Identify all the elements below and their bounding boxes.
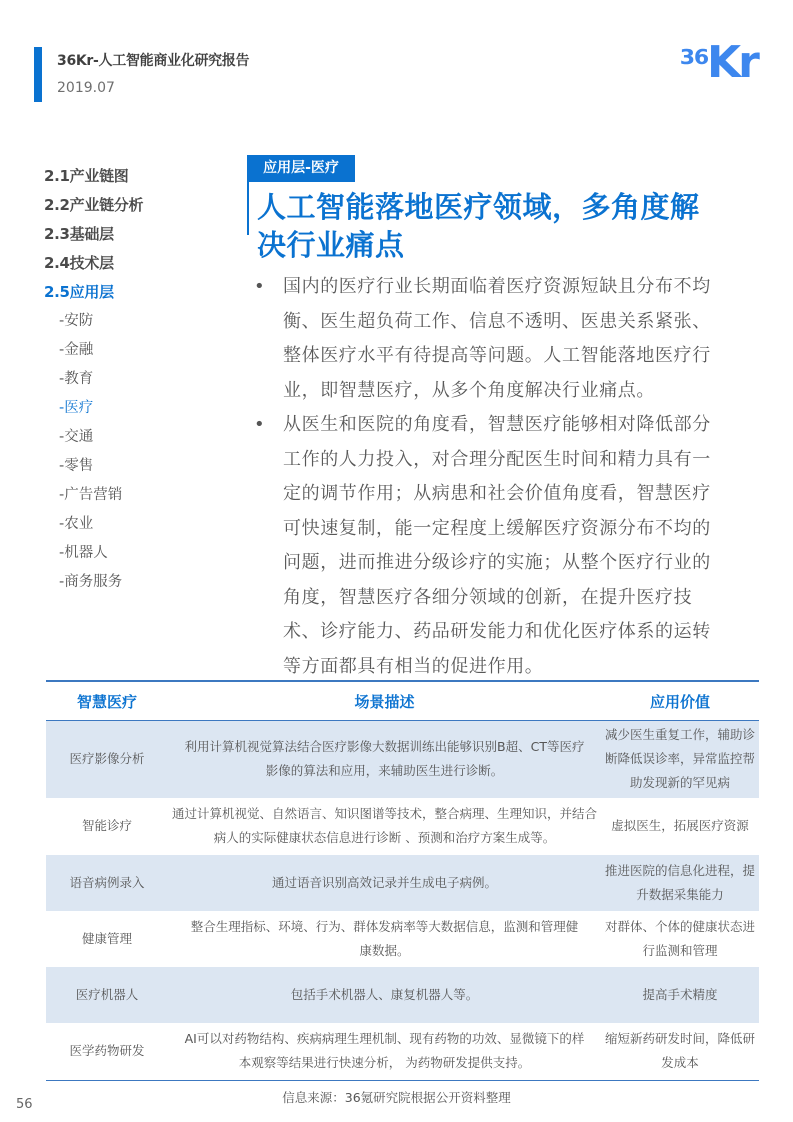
- section-tag: 应用层-医疗: [247, 155, 355, 182]
- bullet-dot-icon: •: [254, 276, 265, 297]
- logo-36: 36: [679, 45, 709, 69]
- cell-category: 医疗影像分析: [46, 721, 168, 798]
- bullet-item: [254, 408, 724, 684]
- table-of-contents: [44, 162, 143, 597]
- cell-description: 通过语音识别高效记录并生成电子病例。: [168, 855, 601, 911]
- report-title: 36Kr-人工智能商业化研究报告: [57, 53, 250, 69]
- toc-sub-education[interactable]: -教育: [59, 371, 94, 387]
- page-title: 人工智能落地医疗领域，多角度解决行业痛点: [257, 190, 700, 262]
- cell-value: 提高手术精度: [601, 967, 759, 1023]
- bullet-text: 从医生和医院的角度看，智慧医疗能够相对降低部分工作的人力投入，对合理分配医生时间和精力具有一定的调节作用；从病患和社会价值角度看，智慧医疗可快速复制，能一定程度上缓解医疗资源分布不均的问题，进而推进分级诊疗的实施；从整个医疗行业的角度，智慧医疗各细分领域的创新，在提升医疗技术、诊疗能力、药品研发能力和优化医疗体系的运转等方面都具有相当的促进作用。: [283, 414, 711, 677]
- 36kr-logo: [679, 37, 769, 93]
- table-row: [46, 855, 759, 911]
- column-header-category: 智慧医疗: [46, 681, 168, 721]
- cell-description: 通过计算机视觉、自然语言、知识图谱等技术，整合病理、生理知识，并结合病人的实际健康状态信息进行诊断 、预测和治疗方案生成等。: [172, 806, 598, 845]
- toc-sub-advertising[interactable]: -广告营销: [59, 487, 123, 503]
- toc-sub-business-services[interactable]: -商务服务: [59, 574, 123, 590]
- cell-description: 整合生理指标、环境、行为、群体发病率等大数据信息，监测和管理健康数据。: [190, 918, 579, 958]
- cell-category: 医疗机器人: [46, 967, 168, 1023]
- cell-category: 医学药物研发: [46, 1023, 168, 1081]
- logo-kr: Kr: [707, 37, 757, 88]
- cell-value: 推进医院的信息化进程，提升数据采集能力: [601, 855, 759, 911]
- toc-item-2-2[interactable]: 2.2产业链分析: [44, 196, 144, 214]
- cell-value: 缩短新药研发时间，降低研发成本: [601, 1023, 759, 1081]
- cell-value: 对群体、个体的健康状态进行监测和管理: [605, 918, 756, 958]
- toc-item-2-4[interactable]: 2.4技术层: [44, 254, 114, 272]
- table-row: [46, 721, 759, 798]
- toc-item-2-5-active[interactable]: 2.5应用层: [44, 283, 114, 301]
- table-row: [46, 798, 759, 855]
- page-number: 56: [16, 1097, 33, 1112]
- toc-sub-agriculture[interactable]: -农业: [59, 516, 94, 532]
- table-row: [46, 1023, 759, 1081]
- table-header-row: [46, 681, 759, 721]
- bullet-item: [254, 270, 724, 408]
- bullet-list: [254, 270, 724, 684]
- header-accent-bar: [34, 47, 42, 102]
- table-row: [46, 967, 759, 1023]
- toc-item-2-1[interactable]: 2.1产业链图: [44, 167, 129, 185]
- source-note: 信息来源：36氪研究院根据公开资料整理: [282, 1090, 511, 1105]
- cell-description: 利用计算机视觉算法结合医疗影像大数据训练出能够识别B超、CT等医疗影像的算法和应用，来辅助医生进行诊断。: [168, 721, 601, 798]
- toc-sub-finance[interactable]: -金融: [59, 342, 94, 358]
- cell-description: AI可以对药物结构、疾病病理生理机制、现有药物的功效、显微镜下的样本观察等结果进行快速分析， 为药物研发提供支持。: [168, 1023, 601, 1081]
- cell-description: 包括手术机器人、康复机器人等。: [168, 967, 601, 1023]
- toc-item-2-3[interactable]: 2.3基础层: [44, 225, 114, 243]
- cell-value: 虚拟医生，拓展医疗资源: [611, 818, 749, 833]
- toc-sub-security[interactable]: -安防: [59, 313, 94, 329]
- bullet-text: 国内的医疗行业长期面临着医疗资源短缺且分布不均衡、医生超负荷工作、信息不透明、医患关系紧张、整体医疗水平有待提高等问题。人工智能落地医疗行业，即智慧医疗，从多个角度解决行业痛点。: [283, 276, 711, 401]
- toc-sub-retail[interactable]: -零售: [59, 458, 94, 474]
- cell-category: 智能诊疗: [81, 818, 132, 833]
- table-row: [46, 911, 759, 967]
- cell-value: 减少医生重复工作，辅助诊断降低误诊率，异常监控帮助发现新的罕见病: [601, 721, 759, 798]
- column-header-value: 应用价值: [601, 681, 759, 721]
- bullet-dot-icon: •: [254, 414, 265, 435]
- toc-sub-transport[interactable]: -交通: [59, 429, 94, 445]
- smart-medical-table: [46, 680, 759, 1081]
- column-header-description: 场景描述: [168, 681, 601, 721]
- cell-category: 语音病例录入: [46, 855, 168, 911]
- cell-category: 健康管理: [81, 930, 132, 946]
- toc-sub-medical-active[interactable]: -医疗: [59, 400, 94, 416]
- toc-sub-robotics[interactable]: -机器人: [59, 545, 108, 561]
- report-date: 2019.07: [57, 80, 115, 96]
